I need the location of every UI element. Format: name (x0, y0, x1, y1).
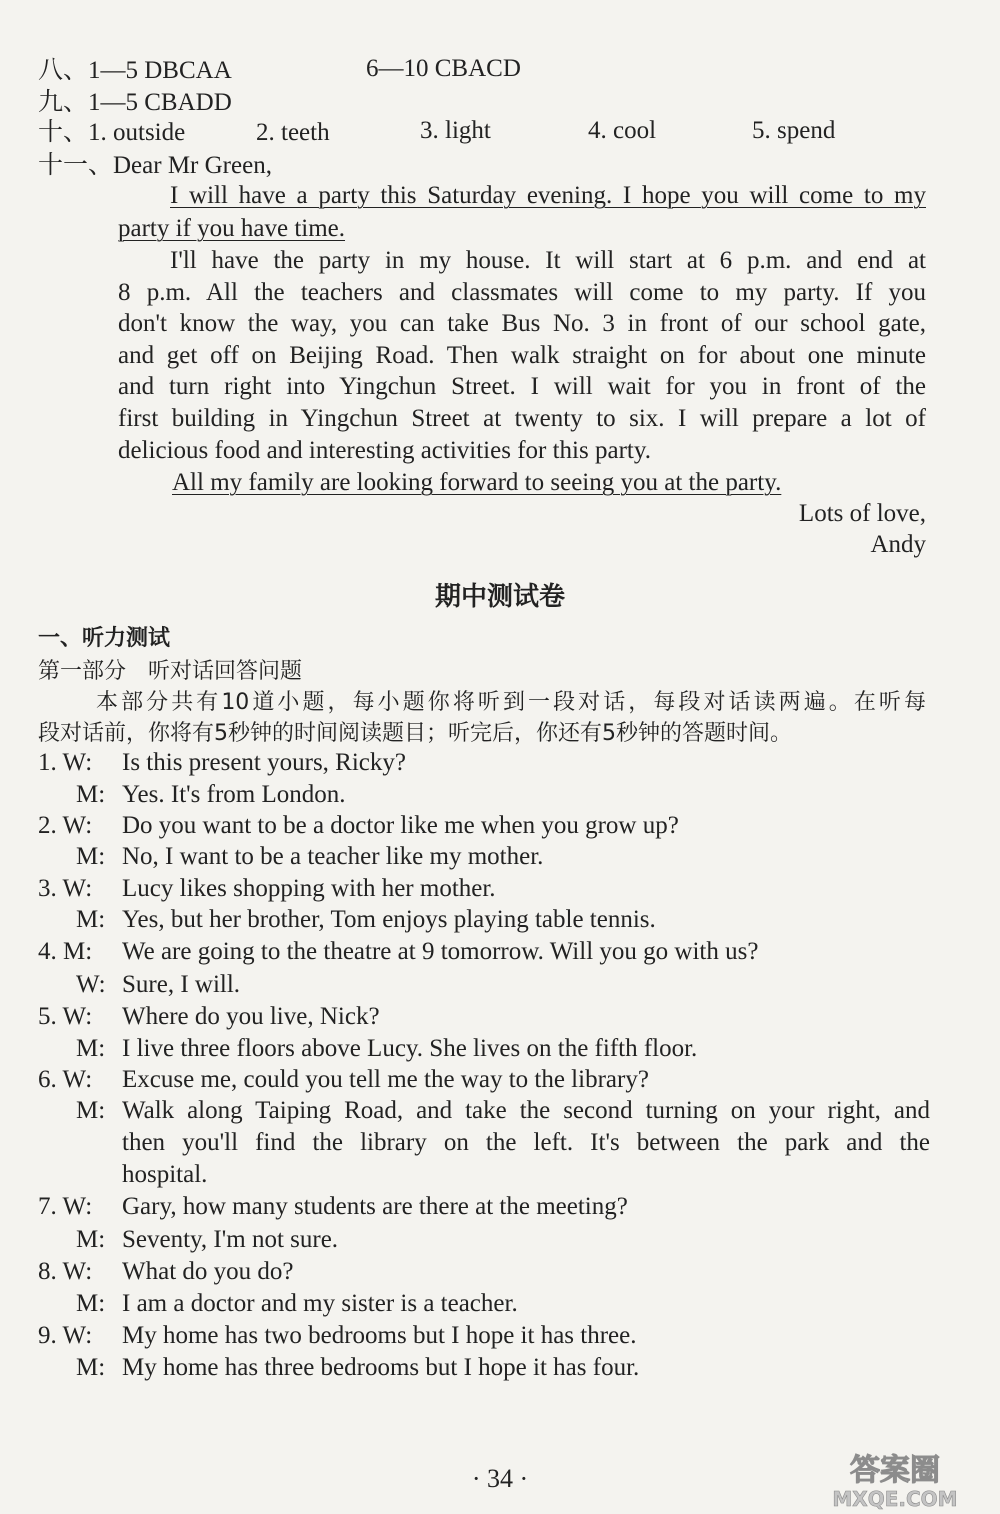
dialogue-5-speaker: 5. W: (38, 1003, 93, 1030)
part-one-intro-line1: 本部分共有10道小题，每小题你将听到一段对话，每段对话读两遍。在听每 (96, 690, 926, 715)
letter-p2-line3: don't know the way, you can take Bus No. 3 in front of our school gate, (118, 310, 926, 337)
dialogue-6-line: Excuse me, could you tell me the way to the library? (122, 1066, 649, 1093)
dialogue-8-reply: I am a doctor and my sister is a teacher. (122, 1290, 518, 1317)
dialogue-6-reply-speaker: M: (76, 1097, 106, 1124)
letter-p3: All my family are looking forward to seeing you at the party. (172, 469, 782, 496)
dialogue-5-reply-speaker: M: (76, 1035, 106, 1062)
answer-eleven-greeting: 十一、Dear Mr Green, (38, 152, 272, 179)
letter-p1-line2: party if you have time. (118, 215, 346, 242)
dialogue-8-line: What do you do? (122, 1258, 294, 1285)
part-one-title: 第一部分 听对话回答问题 (38, 659, 303, 684)
dialogue-4-reply: Sure, I will. (122, 971, 241, 998)
letter-p2-line1: I'll have the party in my house. It will start at 6 p.m. and end at (170, 247, 926, 274)
dialogue-1-speaker: 1. W: (38, 749, 93, 776)
answer-eight-rest: 6—10 CBACD (366, 55, 521, 82)
dialogue-8-speaker: 8. W: (38, 1258, 93, 1285)
dialogue-1-line: Is this present yours, Ricky? (122, 749, 406, 776)
dialogue-5-reply: I live three floors above Lucy. She lives on the fifth floor. (122, 1035, 698, 1062)
dialogue-4-speaker: 4. M: (38, 938, 93, 965)
dialogue-2-line: Do you want to be a doctor like me when you grow up? (122, 812, 679, 839)
letter-signature: Andy (870, 531, 926, 558)
dialogue-7-line: Gary, how many students are there at the meeting? (122, 1193, 628, 1220)
dialogue-3-speaker: 3. W: (38, 875, 93, 902)
dialogue-5-line: Where do you live, Nick? (122, 1003, 380, 1030)
svg-text:MXQE.COM: MXQE.COM (832, 1487, 958, 1510)
letter-p2-line2: 8 p.m. All the teachers and classmates will come to my party. If you (118, 279, 926, 306)
dialogue-7-reply-speaker: M: (76, 1226, 106, 1253)
dialogue-1-reply-speaker: M: (76, 781, 106, 808)
answer-ten-item-3: 3. light (420, 117, 491, 144)
dialogue-7-speaker: 7. W: (38, 1193, 93, 1220)
dialogue-7-reply: Seventy, I'm not sure. (122, 1226, 339, 1253)
letter-p1-line1: I will have a party this Saturday evening. I hope you will come to my (170, 182, 926, 209)
answer-ten-label: 十、1. outside (38, 119, 186, 146)
answer-nine: 九、1—5 CBADD (38, 89, 232, 116)
letter-p2-line7: delicious food and interesting activities for this party. (118, 437, 651, 464)
watermark-logo (800, 1450, 990, 1510)
page-number: · 34 · (471, 1464, 529, 1493)
dialogue-6-speaker: 6. W: (38, 1066, 93, 1093)
dialogue-6-reply-line3: hospital. (122, 1161, 208, 1188)
dialogue-9-reply-speaker: M: (76, 1354, 106, 1381)
dialogue-6-reply-line2: then you'll find the library on the left. It's between the park and the (122, 1129, 930, 1156)
dialogue-3-reply-speaker: M: (76, 906, 106, 933)
dialogue-2-reply: No, I want to be a teacher like my mother. (122, 843, 544, 870)
section-listening: 一、听力测试 (38, 626, 171, 651)
dialogue-2-reply-speaker: M: (76, 843, 106, 870)
answer-eight-label: 八、1—5 DBCAA (38, 57, 232, 84)
midterm-title: 期中测试卷 (434, 582, 565, 612)
dialogue-1-reply: Yes. It's from London. (122, 781, 346, 808)
letter-p2-line4: and get off on Beijing Road. Then walk straight on for about one minute (118, 342, 926, 369)
dialogue-3-reply: Yes, but her brother, Tom enjoys playing table tennis. (122, 906, 656, 933)
dialogue-6-reply-line1: Walk along Taiping Road, and take the second turning on your right, and (122, 1097, 930, 1124)
dialogue-2-speaker: 2. W: (38, 812, 93, 839)
letter-p2-line6: first building in Yingchun Street at twenty to six. I will prepare a lot of (118, 405, 926, 432)
part-one-intro-line2: 段对话前，你将有5秒钟的时间阅读题目；听完后，你还有5秒钟的答题时间。 (38, 721, 792, 746)
dialogue-3-line: Lucy likes shopping with her mother. (122, 875, 496, 902)
answer-ten-item-2: 2. teeth (256, 119, 330, 146)
dialogue-4-line: We are going to the theatre at 9 tomorrow. Will you go with us? (122, 938, 759, 965)
dialogue-8-reply-speaker: M: (76, 1290, 106, 1317)
answer-ten-item-4: 4. cool (588, 117, 657, 144)
answer-ten-item-5: 5. spend (752, 117, 836, 144)
letter-closing: Lots of love, (798, 500, 926, 527)
dialogue-9-line: My home has two bedrooms but I hope it has three. (122, 1322, 637, 1349)
dialogue-9-reply: My home has three bedrooms but I hope it has four. (122, 1354, 640, 1381)
svg-text:答案圈: 答案圈 (850, 1453, 940, 1488)
dialogue-9-speaker: 9. W: (38, 1322, 93, 1349)
dialogue-4-reply-speaker: W: (76, 971, 106, 998)
letter-p2-line5: and turn right into Yingchun Street. I will wait for you in front of the (118, 373, 926, 400)
